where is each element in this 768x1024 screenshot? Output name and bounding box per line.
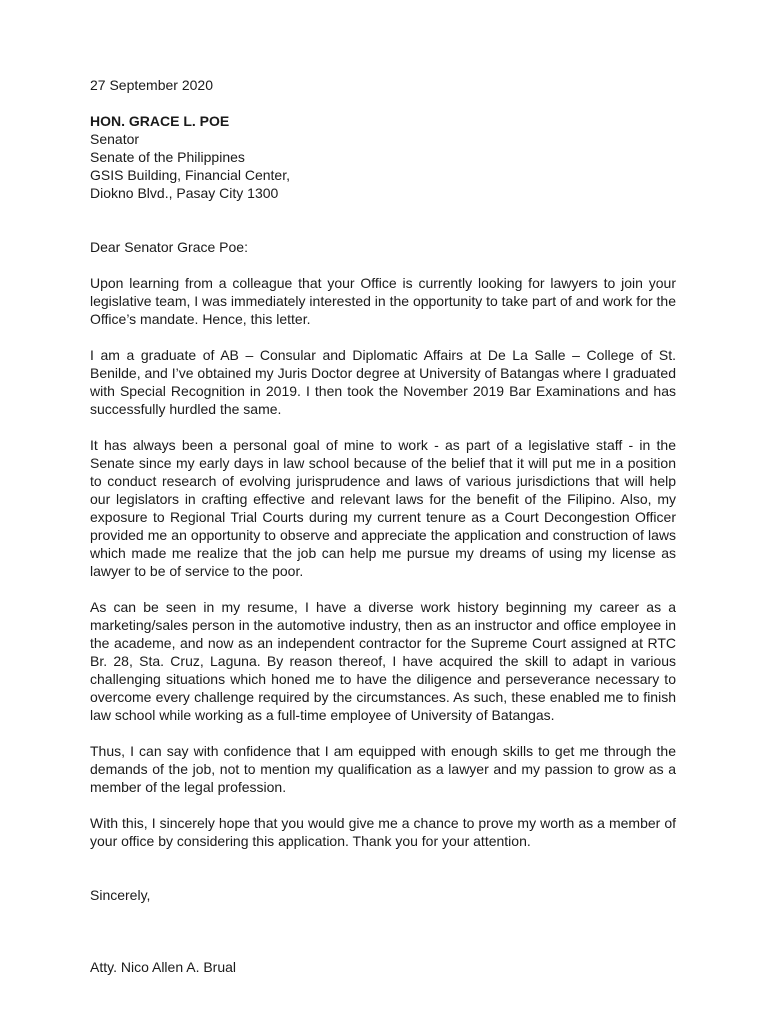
- recipient-address-line-1: GSIS Building, Financial Center,: [90, 167, 290, 183]
- paragraph-education: I am a graduate of AB – Consular and Diplomatic Affairs at De La Salle – College of St. Benilde, and I’ve obtained my Juris Doctor degree at University of Batangas where I graduated with Special Recognition in 2019. I then took the November 2019 Bar Examinations and has successfully hurdled the same.: [90, 347, 676, 417]
- recipient-address-line-2: Diokno Blvd., Pasay City 1300: [90, 185, 279, 201]
- paragraph-goal: It has always been a personal goal of mine to work - as part of a legislative staff - in the Senate since my early days in law school because of the belief that it will put me in a position to conduct research of evolving jurisprudence and laws of various jurisdictions that will help our legislators in crafting effective and relevant laws for the benefit of the Filipino. Also, my exposure to Regional Trial Courts during my current tenure as a Court Decongestion Officer provided me an opportunity to observe and appreciate the application and construction of laws which made me realize that the job can help me pursue my dreams of using my license as lawyer to be of service to the poor.: [90, 437, 676, 579]
- paragraph-closing-request: With this, I sincerely hope that you would give me a chance to prove my worth as a member of your office by considering this application. Thank you for your attention.: [90, 815, 676, 849]
- recipient-organization: Senate of the Philippines: [90, 149, 245, 165]
- letter-date: 27 September 2020: [90, 77, 213, 93]
- recipient-block: [90, 112, 676, 202]
- letter-body: [90, 76, 676, 976]
- paragraph-intro: Upon learning from a colleague that your Office is currently looking for lawyers to join your legislative team, I was immediately interested in the opportunity to take part of and work for the Office’s mandate. Hence, this letter.: [90, 275, 676, 327]
- paragraph-confidence: Thus, I can say with confidence that I am equipped with enough skills to get me through the demands of the job, not to mention my qualification as a lawyer and my passion to grow as a member of the legal profession.: [90, 743, 676, 795]
- closing: Sincerely,: [90, 887, 151, 903]
- paragraph-experience: As can be seen in my resume, I have a diverse work history beginning my career as a marketing/sales person in the automotive industry, then as an instructor and office employee in the academe, and now as an independent contractor for the Supreme Court assigned at RTC Br. 28, Sta. Cruz, Laguna. By reason thereof, I have acquired the skill to adapt in various challenging situations which honed me to have the diligence and perseverance necessary to overcome every challenge required by the circumstances. As such, these enabled me to finish law school while working as a full-time employee of University of Batangas.: [90, 599, 676, 723]
- recipient-name: HON. GRACE L. POE: [90, 113, 230, 129]
- salutation: Dear Senator Grace Poe:: [90, 239, 248, 255]
- recipient-title: Senator: [90, 131, 140, 147]
- signatory-name: Atty. Nico Allen A. Brual: [90, 959, 237, 975]
